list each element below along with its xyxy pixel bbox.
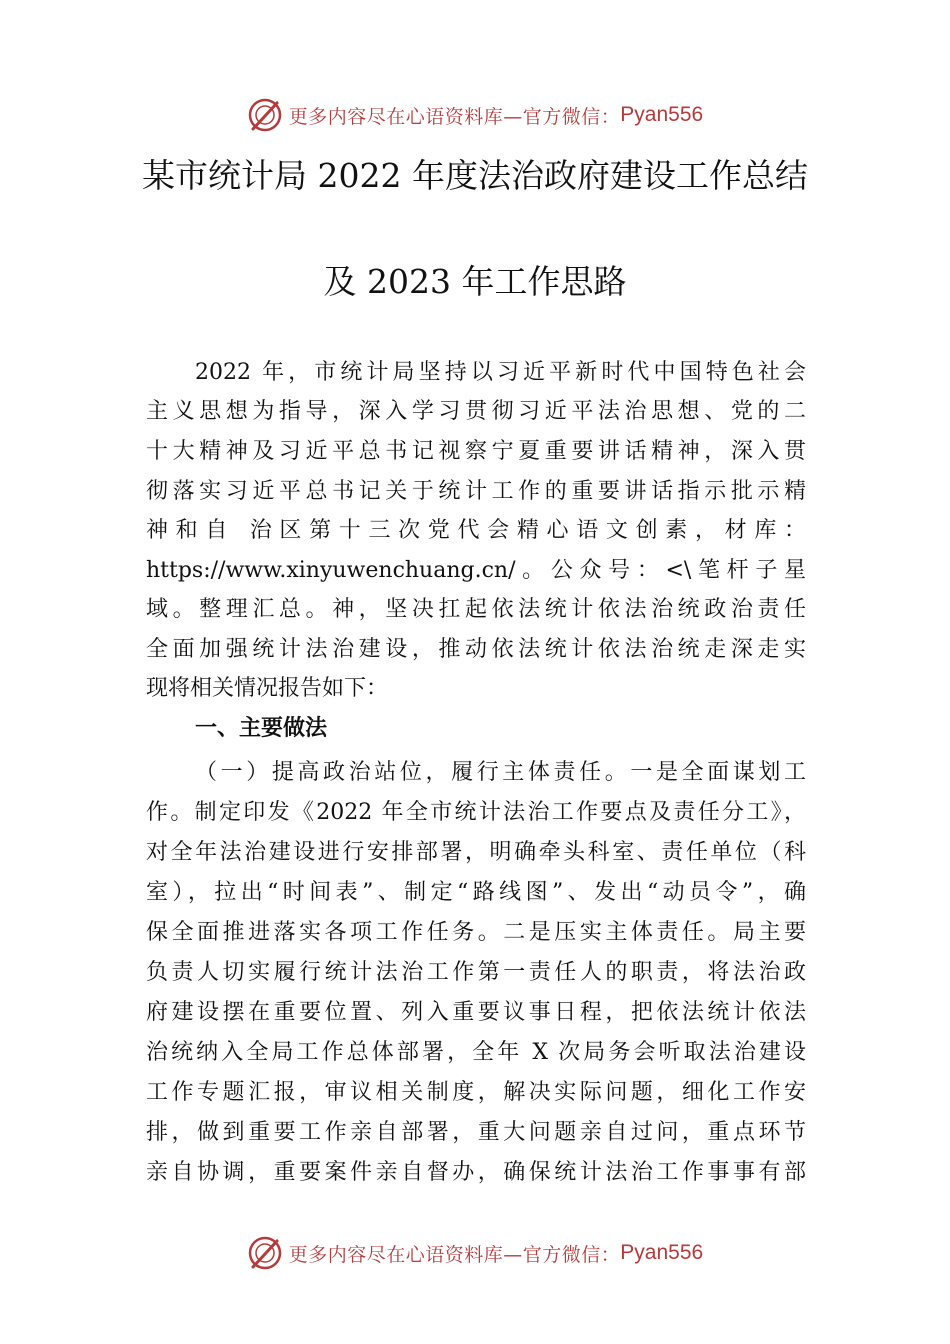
header-banner	[0, 95, 950, 135]
intro-line: 主义思想为指导，深入学习贯彻习近平法治思想、党的二	[146, 399, 806, 424]
body-line: 负责人切实履行统计法治工作第一责任人的职责，将法治政	[146, 960, 806, 985]
intro-line: 神和自 治区第十三次党代会精心语文创素，材库：	[146, 518, 806, 543]
pen-logo-icon	[247, 97, 283, 133]
intro-line: 十大精神及习近平总书记视察宁夏重要讲话精神，深入贯	[146, 439, 806, 464]
pen-logo-icon	[247, 1235, 283, 1271]
intro-line: 现将相关情况报告如下：	[146, 676, 389, 701]
banner-text: 更多内容尽在心语资料库—官方微信：	[288, 1243, 621, 1266]
footer-banner	[0, 1233, 950, 1273]
body-line: 工作专题汇报，审议相关制度，解决实际问题，细化工作安	[146, 1080, 806, 1105]
intro-line: 全面加强统计法治建设，推动依法统计依法治统走深走实	[146, 637, 806, 662]
banner-wechat-id: Pyan556	[620, 1241, 704, 1264]
banner-wechat-id: Pyan556	[620, 103, 704, 126]
intro-line: 域。整理汇总。神，坚决扛起依法统计依法治统政治责任	[146, 597, 806, 622]
body-line: （一）提高政治站位，履行主体责任。一是全面谋划工	[195, 760, 806, 785]
intro-line: 彻落实习近平总书记关于统计工作的重要讲话指示批示精	[146, 479, 806, 504]
body-line: 室），拉出“时间表”、制定“路线图”、发出“动员令”，确	[146, 880, 806, 905]
body-line: 亲自协调，重要案件亲自督办，确保统计法治工作事事有部	[146, 1160, 806, 1185]
body-line: 对全年法治建设进行安排部署，明确牵头科室、责任单位（科	[146, 840, 806, 865]
section-heading: 一、主要做法	[195, 716, 328, 741]
body-line: 排，做到重要工作亲自部署，重大问题亲自过问，重点环节	[146, 1120, 806, 1145]
banner-text: 更多内容尽在心语资料库—官方微信：	[288, 105, 621, 128]
document-title-line-1: 某市统计局 2022 年度法治政府建设工作总结	[142, 156, 808, 195]
document-title-line-2: 及 2023 年工作思路	[323, 262, 627, 301]
intro-line: https://www.xinyuwenchuang.cn/。公众号：<\笔杆子星	[146, 558, 806, 583]
body-line: 保全面推进落实各项工作任务。二是压实主体责任。局主要	[146, 920, 806, 945]
intro-line: 2022 年，市统计局坚持以习近平新时代中国特色社会	[195, 360, 806, 385]
body-line: 治统纳入全局工作总体部署，全年 X 次局务会听取法治建设	[146, 1040, 806, 1065]
body-line: 作。制定印发《2022 年全市统计法治工作要点及责任分工》，	[146, 800, 806, 825]
body-line: 府建设摆在重要位置、列入重要议事日程，把依法统计依法	[146, 1000, 806, 1025]
